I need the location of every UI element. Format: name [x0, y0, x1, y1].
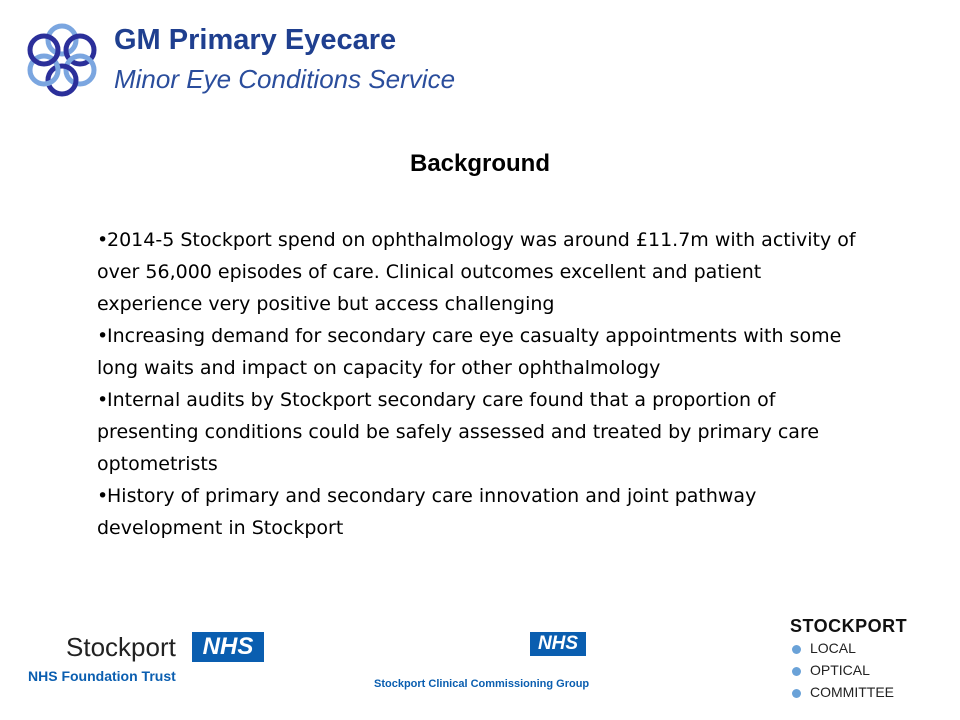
page-heading: Background	[409, 150, 550, 177]
list-item	[97, 480, 857, 544]
header-logo-area	[22, 18, 502, 98]
loc-item: LOCAL	[792, 640, 856, 656]
ccg-name: Stockport Clinical Commissioning Group	[374, 678, 590, 690]
list-item	[97, 224, 857, 320]
rings-logo-icon	[22, 20, 102, 98]
dot-icon	[792, 689, 801, 698]
dot-icon	[792, 667, 801, 676]
dot-icon	[792, 645, 801, 654]
ccg-logo	[370, 628, 600, 692]
trust-name: Stockport	[66, 632, 176, 662]
list-item	[97, 320, 857, 384]
stockport-foundation-trust-logo	[28, 628, 278, 688]
list-item	[97, 384, 857, 480]
local-optical-committee-logo	[788, 614, 938, 706]
bullet-icon: •	[97, 485, 109, 507]
bullet-text: Increasing demand for secondary care eye casualty appointments with some long waits and impact on capacity for other ophthalmology	[97, 325, 842, 379]
bullet-text: History of primary and secondary care innovation and joint pathway development in Stockport	[97, 485, 757, 539]
service-title: GM Primary Eyecare	[114, 24, 397, 56]
nhs-badge: NHS	[192, 632, 264, 662]
service-subtitle: Minor Eye Conditions Service	[114, 64, 456, 94]
loc-item: COMMITTEE	[792, 684, 894, 700]
loc-item: OPTICAL	[792, 662, 870, 678]
bullet-text: Internal audits by Stockport secondary care found that a proportion of presenting conditions could be safely assessed and treated by primary care optometrists	[97, 389, 820, 475]
nhs-badge: NHS	[530, 632, 586, 656]
loc-title: STOCKPORT	[790, 616, 908, 636]
bullet-icon: •	[97, 389, 109, 411]
trust-subtitle: NHS Foundation Trust	[28, 668, 176, 684]
bullet-icon: •	[97, 229, 109, 251]
bullet-text: 2014-5 Stockport spend on ophthalmology was around £11.7m with activity of over 56,000 episodes of care. Clinical outcomes excellent and patient experience very positive but access challenging	[97, 229, 856, 315]
bullet-list	[97, 224, 857, 544]
bullet-icon: •	[97, 325, 109, 347]
